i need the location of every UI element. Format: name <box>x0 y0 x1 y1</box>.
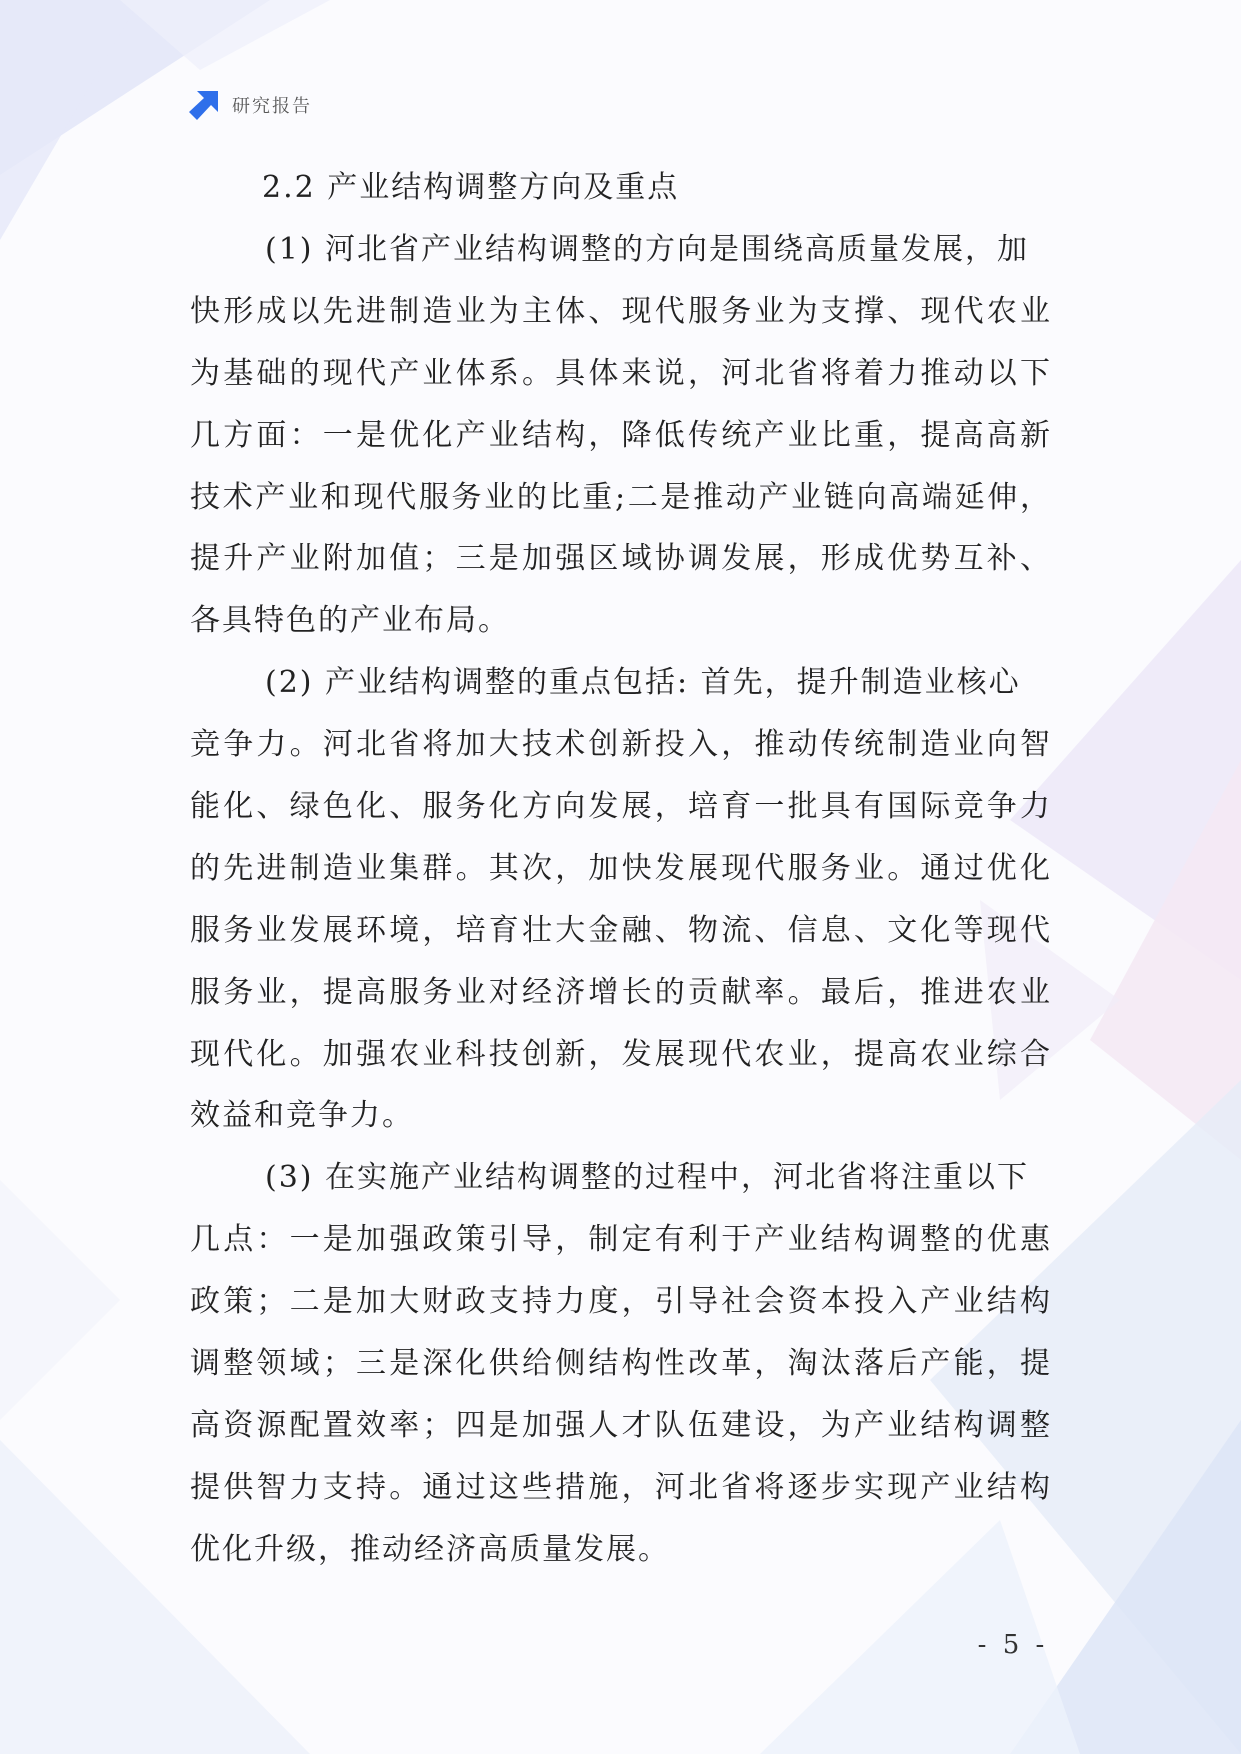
document-body <box>190 157 1050 1581</box>
text-line: 服务业，提高服务业对经济增长的贡献率。最后，推进农业 <box>190 974 1050 1010</box>
text-line: 服务业发展环境，培育壮大金融、物流、信息、文化等现代 <box>190 912 1050 948</box>
text-line: 高资源配置效率；四是加强人才队伍建设，为产业结构调整 <box>190 1407 1050 1443</box>
report-header <box>188 89 312 121</box>
text-line: 几点：一是加强政策引导，制定有利于产业结构调整的优惠 <box>190 1222 1050 1258</box>
text-line: 竞争力。河北省将加大技术创新投入，推动传统制造业向智 <box>190 727 1050 763</box>
text-line: 技术产业和现代服务业的比重;二是推动产业链向高端延伸， <box>190 479 1050 515</box>
text-line: 几方面：一是优化产业结构，降低传统产业比重，提高高新 <box>190 417 1050 453</box>
paragraph-3 <box>190 1147 1050 1580</box>
text-line: 各具特色的产业布局。 <box>190 603 510 639</box>
text-line: 现代化。加强农业科技创新，发展现代农业，提高农业综合 <box>190 1036 1050 1072</box>
text-line: 提供智力支持。通过这些措施，河北省将逐步实现产业结构 <box>190 1469 1050 1505</box>
text-line: 为基础的现代产业体系。具体来说，河北省将着力推动以下 <box>190 355 1050 391</box>
text-line: 的先进制造业集群。其次，加快发展现代服务业。通过优化 <box>190 850 1050 886</box>
text-line: 优化升级，推动经济高质量发展。 <box>190 1531 670 1567</box>
text-line: (1) 河北省产业结构调整的方向是围绕高质量发展，加 <box>265 232 1030 267</box>
text-line: (2) 产业结构调整的重点包括: 首先，提升制造业核心 <box>265 665 1021 701</box>
text-line: (3) 在实施产业结构调整的过程中，河北省将注重以下 <box>265 1160 1030 1196</box>
section-heading: 2.2 产业结构调整方向及重点 <box>262 170 680 205</box>
arrow-up-right-icon <box>188 89 220 121</box>
text-line: 调整领域；三是深化供给侧结构性改革，淘汰落后产能，提 <box>190 1346 1050 1382</box>
paragraph-1 <box>190 219 1050 652</box>
text-line: 提升产业附加值；三是加强区域协调发展，形成优势互补、 <box>190 541 1050 577</box>
paragraph-2 <box>190 652 1050 1147</box>
text-line: 快形成以先进制造业为主体、现代服务业为支撑、现代农业 <box>190 293 1050 329</box>
text-line: 效益和竞争力。 <box>190 1098 414 1134</box>
header-label: 研究报告 <box>232 96 312 117</box>
text-line: 政策；二是加大财政支持力度，引导社会资本投入产业结构 <box>190 1284 1050 1320</box>
page-number: - 5 - <box>977 1630 1049 1660</box>
text-line: 能化、绿色化、服务化方向发展，培育一批具有国际竞争力 <box>190 789 1050 825</box>
